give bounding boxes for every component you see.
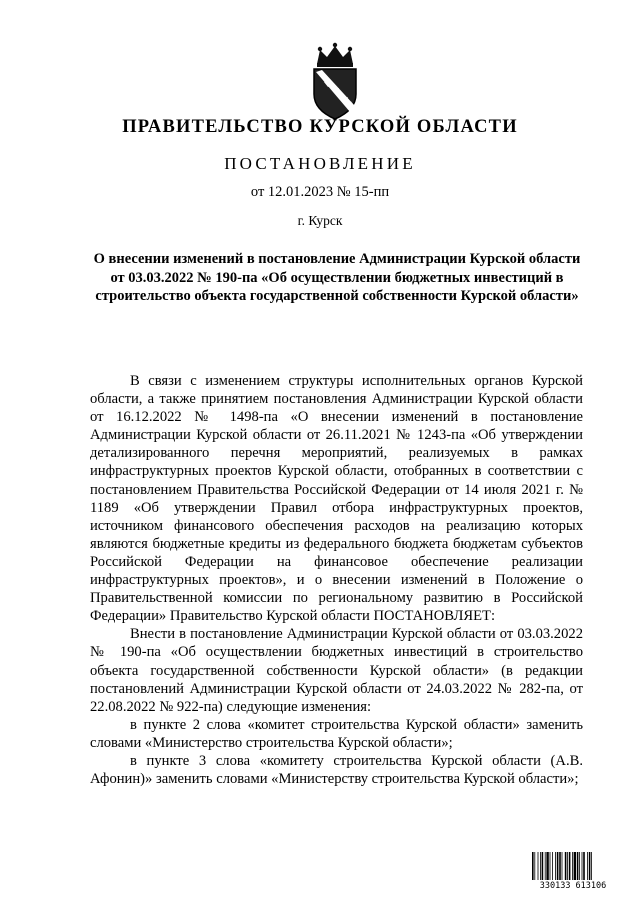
org-title: ПРАВИТЕЛЬСТВО КУРСКОЙ ОБЛАСТИ <box>122 117 518 137</box>
body-paragraph: в пункте 3 слова «комитету строительства Курской области (А.В. Афонин)» заменить словами «Министерству строительства Курской области»; <box>90 752 583 788</box>
barcode <box>532 852 614 894</box>
body-paragraph: в пункте 2 слова «комитет строительства Курской области» заменить словами «Министерство строительства Курской области»; <box>90 716 583 751</box>
document-type: ПОСТАНОВЛЕНИЕ <box>224 154 416 173</box>
barcode-number: 330133 613106 <box>532 880 614 892</box>
body-paragraph: В связи с изменением структуры исполнительных органов Курской области, а также принятием постановления Администрации Курской области от 16.12.2022 № 1498-па «О внесении изменений в постановление Администрации Курской области от 26.11.2021 № 1243-па «Об утверждении детализированного перечня мероприятий, реализуемых в рамках инфраструктурных проектов Курской области, отобранных в соответствии с постановлением Правительства Российской Федерации от 14 июля 2021 г. № 1189 «Об утверждении Правил отбора инфраструктурных проектов, источником финансового обеспечения расходов на реализацию которых являются бюджетные кредиты из федерального бюджета бюджетам субъектов Российской Федерации на финансовое обеспечение реализации инфраструктурных проектов», и о внесении изменений в Положение о Правительственной комиссии по региональному развитию в Российской Федерации» Правительство Курской области ПОСТАНОВЛЯЕТ: <box>90 373 583 625</box>
document-date-number: от 12.01.2023 № 15-пп <box>250 184 390 200</box>
document-city: г. Курск <box>297 213 343 228</box>
body-paragraph: Внести в постановление Администрации Курской области от 03.03.2022 № 190-па «Об осуществлении бюджетных инвестиций в строительство объекта государственной собственности Курской области» (в редакции постановлений Администрации Курской области от 24.03.2022 № 282-па, от 22.08.2022 № 922-па) следующие изменения: <box>90 626 583 715</box>
document-body <box>90 372 583 788</box>
barcode-bars <box>532 852 614 882</box>
document-subject: О внесении изменений в постановление Администрации Курской области от 03.03.2022 № 190-па «Об осуществлении бюджетных инвестиций в строительство объекта государственной собственности Курской области» <box>93 251 581 304</box>
kursk-coat-of-arms-icon <box>300 42 370 122</box>
